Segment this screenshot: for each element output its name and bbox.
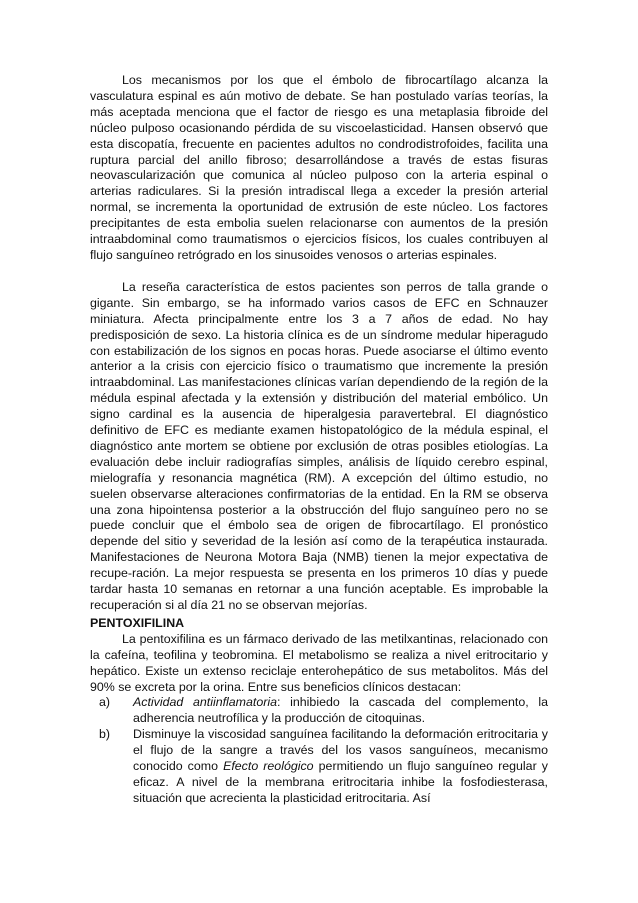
list-item	[90, 727, 548, 807]
benefits-list	[90, 695, 548, 806]
list-item-term: Actividad antiinflamatoria	[133, 695, 277, 710]
list-item-text: permitiendo un flujo sanguíneo regular y eficaz. A nivel de la membrana eritrocitaria inhibe la fosfodiesterasa, situación que acrecienta la plasticidad eritrocitaria. Así	[133, 759, 548, 805]
list-item-text: : inhibiedo la cascada del complemento, la adherencia neutrofílica y la producción de citoquinas.	[133, 695, 548, 726]
list-marker: a)	[99, 695, 111, 710]
paragraph-mechanisms: Los mecanismos por los que el émbolo de fibrocartílago alcanza la vasculatura espinal es aún motivo de debate. Se han postulado varías teorías, la más aceptada menciona que el factor de riesgo es una metaplasia fibroide del núcleo pulposo ocasionando pérdida de su viscoelasticidad. Hansen observó que esta discopatía, frecuente en pacientes adultos no condrodistrofoides, facilita una ruptura parcial del anillo fibroso; desarrollándose a través de estas fisuras neovascularización que comunica al núcleo pulposo con la arteria espinal o arterias radiculares. Si la presión intradiscal llega a exceder la presión arterial normal, se incrementa la oportunidad de extrusión de este núcleo. Los factores precipitantes de esta embolia suelen relacionarse con aumentos de la presión intraabdominal como traumatismos o ejercicios físicos, los cuales contribuyen al flujo sanguíneo retrógrado en los sinusoides venosos o arterias espinales.	[90, 73, 548, 262]
paragraph-gap	[90, 264, 548, 280]
list-item-term: Efecto reológico	[223, 759, 314, 774]
list-item	[90, 695, 548, 727]
paragraph-pentoxifilina-intro: La pentoxifilina es un fármaco derivado de las metilxantinas, relacionado con la cafeína, teofilina y teobromina. El metabolismo se realiza a nivel eritrocitario y hepático. Existe un extenso reciclaje enterohepático de sus metabolitos. Más del 90% se excreta por la orina. Entre sus beneficios clínicos destacan:	[90, 631, 548, 694]
document-page	[90, 73, 548, 807]
list-item-text: Disminuye la viscosidad sanguínea facilitando la deformación eritrocitaria y el flujo de la sangre a través del los vasos sanguíneos, mecanismo conocido como	[133, 727, 548, 774]
list-marker: b)	[99, 727, 111, 742]
section-heading-pentoxifilina: PENTOXIFILINA	[90, 615, 185, 630]
paragraph-clinical-profile: La reseña característica de estos pacientes son perros de talla grande o gigante. Sin embargo, se ha informado varios casos de EFC en Schnauzer miniatura. Afecta principalmente entre los 3 a 7 años de edad. No hay predisposición de sexo. La historia clínica es de un síndrome medular hiperagudo con estabilización de los signos en pocas horas. Puede asociarse el último evento anterior a la crisis con ejercicio físico o traumatismo que incremente la presión intraabdominal. Las manifestaciones clínicas varían dependiendo de la región de la médula espinal afectada y la extensión y distribución del material embólico. Un signo cardinal es la ausencia de hiperalgesia paravertebral. El diagnóstico definitivo de EFC es mediante examen histopatológico de la médula espinal, el diagnóstico ante mortem se obtiene por exclusión de otras posibles etiologías. La evaluación debe incluir radiografías simples, análisis de líquido cerebro espinal, mielografía y resonancia magnética (RM). A excepción del último estudio, no suelen observarse alteraciones confirmatorias de la entidad. En la RM se observa una zona hipointensa posterior a la obstrucción del flujo sanguíneo pero no se puede concluir que el émbolo sea de origen de fibrocartílago. El pronóstico depende del sitio y severidad de la lesión así como de la terapéutica instaurada. Manifestaciones de Neurona Motora Baja (NMB) tienen la mejor expectativa de recupe-ración. La mejor respuesta se presenta en los primeros 10 días y puede tardar hasta 10 semanas en retornar a una función aceptable. Es improbable la recuperación si al día 21 no se observan mejorías.	[90, 279, 548, 612]
